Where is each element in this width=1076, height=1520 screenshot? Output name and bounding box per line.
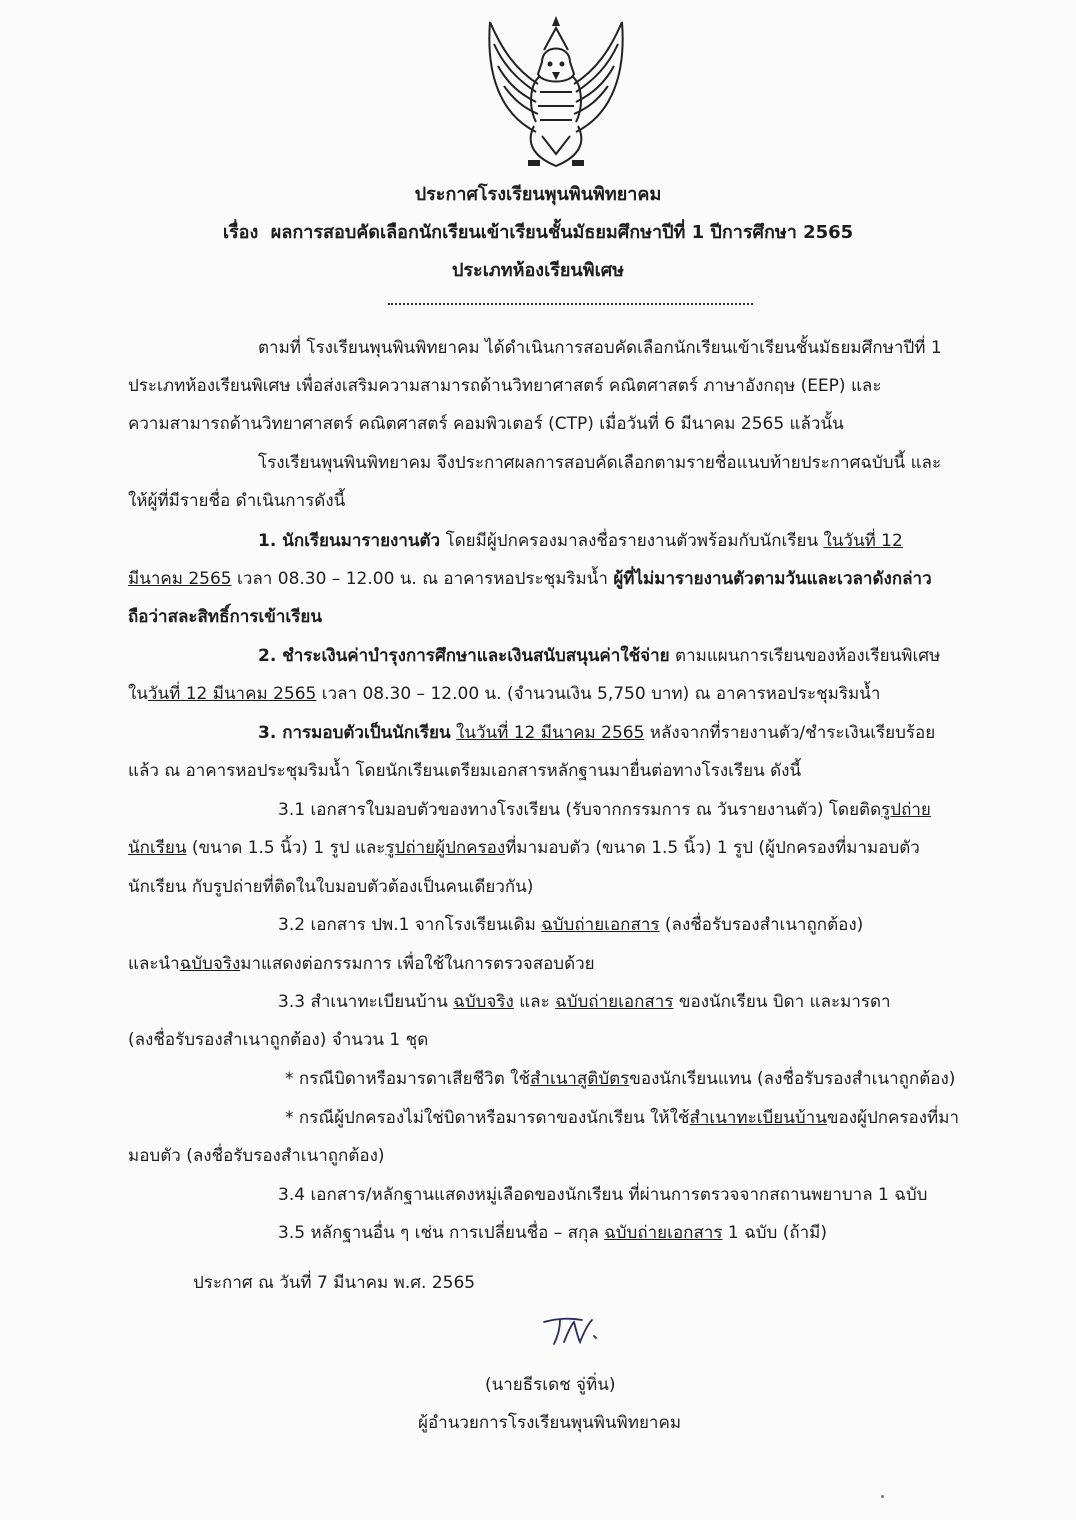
s31-line-3: นักเรียน กับรูปถ่ายที่ติดในใบมอบตัวต้องเป็นคนเดียวกัน) <box>128 877 534 897</box>
item1-line-3: ถือว่าสละสิทธิ์การเข้าเรียน <box>128 607 322 627</box>
intro-line-3: ความสามารถด้านวิทยาศาสตร์ คณิตศาสตร์ คอมพิวเตอร์ (CTP) เมื่อวันที่ 6 มีนาคม 2565 แล้วนั้น <box>128 414 844 434</box>
note2-line-2: มอบตัว (ลงชื่อรับรองสำเนาถูกต้อง) <box>128 1146 385 1166</box>
item3-line-1 <box>258 722 935 744</box>
note2-house-reg: สำเนาทะเบียนบ้าน <box>689 1108 827 1128</box>
item2-date: วันที่ 12 มีนาคม 2565 <box>147 684 317 704</box>
s33-line-1 <box>278 991 891 1013</box>
item1-heading: 1. นักเรียนมารายงานตัว <box>258 531 441 551</box>
item1-time-place: เวลา 08.30 – 12.00 น. ณ อาคารหอประชุมริมน้ำ <box>231 569 614 589</box>
s33-original: ฉบับจริง <box>453 992 514 1012</box>
item3-heading: 3. การมอบตัวเป็นนักเรียน <box>258 723 451 743</box>
subject-text: ผลการสอบคัดเลือกนักเรียนเข้าเรียนชั้นมัธยมศึกษาปีที่ 1 ปีการศึกษา 2565 <box>270 222 854 243</box>
intro-line-5: ให้ผู้ที่มีรายชื่อ ดำเนินการดังนี้ <box>128 491 346 511</box>
s35-copy: ฉบับถ่ายเอกสาร <box>604 1223 723 1243</box>
item1-line-1 <box>258 530 903 552</box>
item3-date: ในวันที่ 12 มีนาคม 2565 <box>456 723 645 743</box>
intro-line-2: ประเภทห้องเรียนพิเศษ เพื่อส่งเสริมความสามารถด้านวิทยาศาสตร์ คณิตศาสตร์ ภาษาอังกฤษ (EEP) และ <box>128 376 882 396</box>
item1-date-b: มีนาคม 2565 <box>128 569 232 589</box>
note1-text-a: * กรณีบิดาหรือมารดาเสียชีวิต ใช้ <box>285 1069 531 1089</box>
s31-photo-b: นักเรียน <box>128 838 187 858</box>
s33-line-2: (ลงชื่อรับรองสำเนาถูกต้อง) จำนวน 1 ชุด <box>128 1030 429 1050</box>
s32-text-d: มาแสดงต่อกรรมการ เพื่อใช้ในการตรวจสอบด้วย <box>240 954 595 974</box>
s32-copy: ฉบับถ่ายเอกสาร <box>541 915 660 935</box>
s31-text-c: ที่มามอบตัว (ขนาด 1.5 นิ้ว) 1 รูป (ผู้ปกครองที่มามอบตัว <box>505 838 920 858</box>
scan-speck-icon <box>880 1494 885 1499</box>
s35-line <box>278 1222 827 1244</box>
note2-text-b: ของผู้ปกครองที่มา <box>826 1108 960 1128</box>
note1-birth-cert: สำเนาสูติบัตร <box>530 1069 630 1089</box>
announcement-title: ประกาศโรงเรียนพุนพินพิทยาคม <box>414 184 662 205</box>
signer-position: ผู้อำนวยการโรงเรียนพุนพินพิทยาคม <box>418 1413 682 1433</box>
s31-text-b: (ขนาด 1.5 นิ้ว) 1 รูป และ <box>186 838 386 858</box>
s35-text-a: 3.5 หลักฐานอื่น ๆ เช่น การเปลี่ยนชื่อ – สกุล <box>278 1223 605 1243</box>
s32-line-2 <box>128 953 595 975</box>
s32-text-b: (ลงชื่อรับรองสำเนาถูกต้อง) <box>659 915 864 935</box>
note2-text-a: * กรณีผู้ปกครองไม่ใช่บิดาหรือมารดาของนักเรียน ให้ใช้ <box>285 1108 690 1128</box>
item1-line-2 <box>128 568 932 590</box>
signer-name: (นายธีรเดช จู่ทิ่น) <box>485 1375 616 1395</box>
note1-text-b: ของนักเรียนแทน (ลงชื่อรับรองสำเนาถูกต้อง) <box>629 1069 956 1089</box>
announcement-category: ประเภทห้องเรียนพิเศษ <box>451 260 625 281</box>
item3-text: หลังจากที่รายงานตัว/ชำระเงินเรียบร้อย <box>644 723 936 743</box>
note2-line-1 <box>285 1107 959 1129</box>
s32-text-c: และนำ <box>128 954 180 974</box>
s33-copy: ฉบับถ่ายเอกสาร <box>555 992 674 1012</box>
s32-original: ฉบับจริง <box>179 954 241 974</box>
item2-heading: 2. ชำระเงินค่าบำรุงการศึกษาและเงินสนับสนุนค่าใช้จ่าย <box>258 646 670 666</box>
s31-line-1 <box>278 799 931 821</box>
s35-text-b: 1 ฉบับ (ถ้ามี) <box>722 1223 827 1243</box>
item1-warning: ผู้ที่ไม่มารายงานตัวตามวันและเวลาดังกล่าว <box>613 569 932 589</box>
item1-date-a: ในวันที่ 12 <box>823 531 903 551</box>
item2-prefix: ใน <box>128 684 148 704</box>
signature-icon <box>538 1312 598 1348</box>
item2-line-1 <box>258 645 940 667</box>
s32-line-1 <box>278 914 863 936</box>
item2-line-2 <box>128 683 880 705</box>
s31-text-a: 3.1 เอกสารใบมอบตัวของทางโรงเรียน (รับจากกรรมการ ณ วันรายงานตัว) โดยติด <box>278 800 882 820</box>
item1-text: โดยมีผู้ปกครองมาลงชื่อรายงานตัวพร้อมกับนักเรียน <box>440 531 824 551</box>
intro-line-4: โรงเรียนพุนพินพิทยาคม จึงประกาศผลการสอบคัดเลือกตามรายชื่อแนบท้ายประกาศฉบับนี้ และ <box>258 453 942 473</box>
s31-photo-a: รูปถ่าย <box>881 800 931 820</box>
s31-guardian-photo: รูปถ่ายผู้ปกครอง <box>385 838 506 858</box>
s33-text-c: ของนักเรียน บิดา และมารดา <box>673 992 891 1012</box>
announcement-date: ประกาศ ณ วันที่ 7 มีนาคม พ.ศ. 2565 <box>193 1273 476 1293</box>
title-divider <box>388 303 753 305</box>
item2-text: ตามแผนการเรียนของห้องเรียนพิเศษ <box>669 646 941 666</box>
item2-time-place: เวลา 08.30 – 12.00 น. (จำนวนเงิน 5,750 บาท) ณ อาคารหอประชุมริมน้ำ <box>316 684 881 704</box>
s33-text-a: 3.3 สำเนาทะเบียนบ้าน <box>278 992 454 1012</box>
garuda-emblem-icon <box>478 14 634 174</box>
subject-label: เรื่อง <box>222 222 259 243</box>
s32-text-a: 3.2 เอกสาร ปพ.1 จากโรงเรียนเดิม <box>278 915 542 935</box>
s33-text-b: และ <box>513 992 556 1012</box>
item3-line-2: แล้ว ณ อาคารหอประชุมริมน้ำ โดยนักเรียนเตรียมเอกสารหลักฐานมายื่นต่อทางโรงเรียน ดังนี้ <box>128 761 802 781</box>
intro-line-1: ตามที่ โรงเรียนพุนพินพิทยาคม ได้ดำเนินการสอบคัดเลือกนักเรียนเข้าเรียนชั้นมัธยมศึกษาปีที่ 1 <box>258 338 942 358</box>
announcement-subject <box>0 222 1076 244</box>
s31-line-2 <box>128 837 920 859</box>
s34-line: 3.4 เอกสาร/หลักฐานแสดงหมู่เลือดของนักเรียน ที่ผ่านการตรวจจากสถานพยาบาล 1 ฉบับ <box>278 1185 928 1205</box>
note1-line <box>285 1068 955 1090</box>
